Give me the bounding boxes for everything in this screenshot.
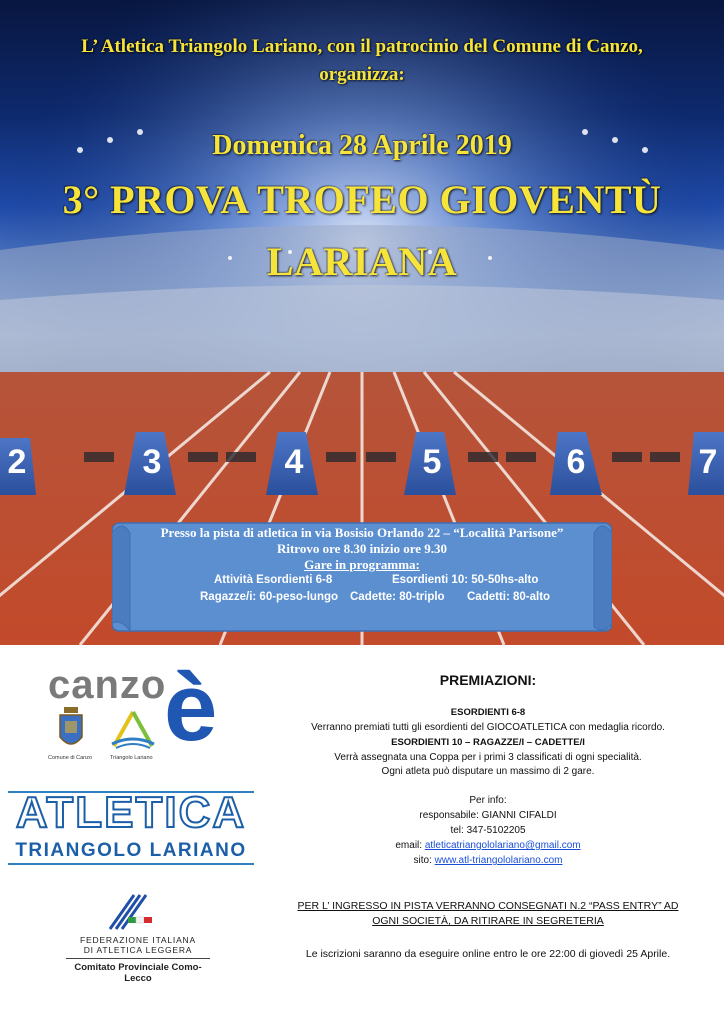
- site-link[interactable]: www.atl-triangololariano.com: [434, 855, 563, 866]
- pass-notice-line-2: OGNI SOCIETÀ, DA RITIRARE IN SEGRETERIA: [372, 915, 604, 927]
- site-label: sito:: [413, 855, 435, 866]
- program-item: Cadette: 80-triplo: [350, 591, 445, 603]
- event-title-line-1: 3° PROVA TROFEO GIOVENTÙ: [62, 177, 662, 222]
- triangolo-lariano-logo-icon: [108, 710, 158, 752]
- email-link[interactable]: atleticatriangololariano@gmail.com: [424, 840, 581, 851]
- triangolo-caption: Triangolo Lariano: [110, 755, 153, 761]
- info-tel: tel: 347-5102205: [450, 825, 526, 836]
- lane-number: 3: [142, 443, 162, 481]
- program-item: Attività Esordienti 6-8: [214, 574, 333, 586]
- event-date: Domenica 28 Aprile 2019: [212, 130, 512, 161]
- program-heading: Gare in programma:: [304, 557, 420, 572]
- coat-of-arms-icon: [58, 707, 84, 753]
- awards-text-3: Ogni atleta può disputare un massimo di 2 gare.: [381, 766, 595, 777]
- awards-sub-2: ESORDIENTI 10 – RAGAZZE/I – CADETTE/I: [391, 737, 585, 748]
- program-item: Ragazze/i: 60-peso-lungo: [200, 591, 339, 603]
- location-text: Presso la pista di atletica in via Bosisio Orlando 22 – “Località Parisone”: [160, 525, 564, 540]
- awards-text-1: Verranno premiati tutti gli esordienti del GIOCOATLETICA con medaglia ricordo.: [311, 722, 665, 733]
- canzo-logo-e: è: [164, 654, 218, 761]
- lane-number: 5: [422, 443, 442, 481]
- info-email-row: [268, 840, 708, 851]
- awards-sub-1: ESORDIENTI 6-8: [450, 707, 526, 718]
- organizer-line-2: organizza:: [319, 64, 405, 85]
- email-label: email:: [395, 840, 425, 851]
- event-title-line-2: LARIANA: [266, 239, 458, 284]
- pass-notice-line-1: PER L’ INGRESSO IN PISTA VERRANNO CONSEGNATI N.2 “PASS ENTRY” AD: [297, 900, 679, 912]
- awards-text-2: Verrà assegnata una Coppa per i primi 3 classificati di ogni specialità.: [334, 752, 642, 763]
- lane-number: 2: [7, 443, 27, 481]
- canzo-logo-word: canzo: [48, 663, 167, 707]
- registration-notice: Le iscrizioni saranno da eseguire online entro le ore 22:00 di giovedì 25 Aprile.: [305, 948, 671, 960]
- awards-heading: PREMIAZIONI:: [439, 672, 537, 688]
- fidal-logo-icon: [106, 893, 154, 933]
- atletica-logo-word: ATLETICA: [15, 788, 247, 837]
- info-scroll-banner: [112, 519, 612, 634]
- lane-number: 7: [698, 443, 718, 481]
- organizer-line-1: L’ Atletica Triangolo Lariano, con il patrocinio del Comune di Canzo,: [81, 36, 643, 57]
- meeting-time-text: Ritrovo ore 8.30 inizio ore 9.30: [276, 541, 448, 556]
- fidal-line-2: DI ATLETICA LEGGERA: [83, 945, 193, 955]
- lane-number: 4: [284, 443, 304, 481]
- program-item: Esordienti 10: 50-50hs-alto: [392, 574, 539, 586]
- program-item: Cadetti: 80-alto: [467, 591, 551, 603]
- info-responsabile: responsabile: GIANNI CIFALDI: [419, 810, 557, 821]
- info-label: Per info:: [469, 795, 507, 806]
- info-site-row: [268, 855, 708, 866]
- fidal-line-1: FEDERAZIONE ITALIANA: [80, 935, 196, 945]
- coat-caption: Comune di Canzo: [48, 755, 93, 761]
- atletica-logo-subtitle: TRIANGOLO LARIANO: [15, 840, 247, 861]
- fidal-line-3: Comitato Provinciale Como-Lecco: [74, 962, 202, 984]
- lane-number: 6: [566, 443, 586, 481]
- fidal-divider: [66, 958, 210, 959]
